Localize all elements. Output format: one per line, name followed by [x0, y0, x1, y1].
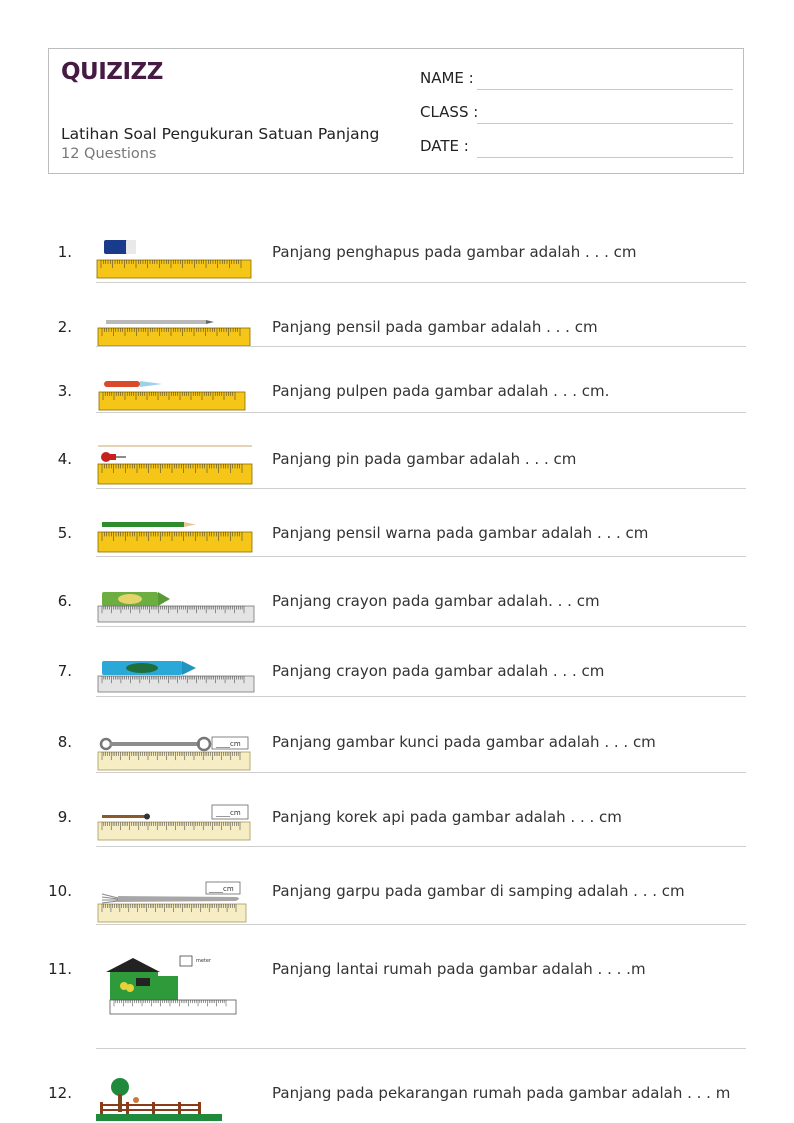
question-divider — [96, 488, 746, 489]
question-text: Panjang korek api pada gambar adalah . . . cm — [272, 808, 622, 826]
ruler — [98, 904, 246, 922]
question-5 — [48, 514, 746, 558]
quizizz-logo: QUIZIZZ — [61, 59, 163, 85]
name-label: NAME : — [420, 69, 474, 87]
question-number: 7. — [57, 662, 72, 680]
wrench-ruler-image — [96, 732, 256, 772]
question-divider — [96, 556, 746, 557]
question-number: 3. — [57, 382, 72, 400]
question-12 — [48, 1074, 746, 1123]
question-text: Panjang lantai rumah pada gambar adalah . . . .m — [272, 960, 646, 978]
question-divider — [96, 346, 746, 347]
eraser-ruler-image — [96, 238, 256, 282]
question-6 — [48, 582, 746, 628]
pencil-ruler-image — [96, 314, 256, 348]
ruler — [98, 328, 250, 346]
question-number: 12. — [48, 1084, 72, 1102]
question-7 — [48, 652, 746, 698]
class-label: CLASS : — [420, 103, 479, 121]
question-count: 12 Questions — [61, 146, 157, 162]
question-number: 6. — [57, 592, 72, 610]
question-divider — [96, 282, 746, 283]
class-field[interactable] — [477, 123, 733, 124]
question-text: Panjang pensil pada gambar adalah . . . cm — [272, 318, 598, 336]
ruler — [97, 260, 251, 278]
question-text: Panjang crayon pada gambar adalah. . . cm — [272, 592, 600, 610]
ruler — [98, 752, 250, 770]
question-10 — [48, 872, 746, 926]
ruler — [98, 464, 252, 484]
question-1 — [48, 232, 746, 284]
colored-pencil-ruler-image — [96, 518, 256, 556]
worksheet-header — [48, 48, 744, 174]
ruler — [98, 532, 252, 552]
question-number: 5. — [57, 524, 72, 542]
question-text: Panjang pada pekarangan rumah pada gambar adalah . . . m — [272, 1084, 731, 1102]
question-number: 2. — [57, 318, 72, 336]
match-ruler-image — [96, 804, 256, 846]
pen-ruler-image — [96, 376, 256, 414]
pin-ruler-image — [96, 444, 256, 488]
question-divider — [96, 1048, 746, 1049]
question-text: Panjang penghapus pada gambar adalah . . . cm — [272, 243, 637, 261]
date-label: DATE : — [420, 137, 469, 155]
question-text: Panjang gambar kunci pada gambar adalah . . . cm — [272, 733, 656, 751]
question-3 — [48, 372, 746, 414]
question-number: 8. — [57, 733, 72, 751]
ruler — [98, 822, 250, 840]
question-text: Panjang pensil warna pada gambar adalah . . . cm — [272, 524, 649, 542]
figure-label: ____cm — [216, 809, 241, 817]
question-divider — [96, 924, 746, 925]
question-2 — [48, 308, 746, 348]
question-text: Panjang garpu pada gambar di samping adalah . . . cm — [272, 882, 685, 900]
blue-crayon-ruler-image — [96, 658, 256, 694]
question-number: 11. — [48, 960, 72, 978]
yard-fence-image — [96, 1078, 256, 1123]
question-divider — [96, 846, 746, 847]
question-9 — [48, 798, 746, 848]
question-text: Panjang crayon pada gambar adalah . . . cm — [272, 662, 605, 680]
figure-label: ____cm — [216, 740, 241, 748]
question-divider — [96, 772, 746, 773]
fork-ruler-image — [96, 880, 256, 924]
ruler — [99, 392, 245, 410]
question-number: 4. — [57, 450, 72, 468]
ruler — [110, 1000, 236, 1014]
name-field[interactable] — [477, 89, 733, 90]
green-crayon-ruler-image — [96, 590, 256, 624]
house-ruler-image — [96, 954, 256, 1044]
question-divider — [96, 696, 746, 697]
question-4 — [48, 440, 746, 490]
figure-label: meter — [196, 958, 212, 964]
worksheet-title: Latihan Soal Pengukuran Satuan Panjang — [61, 125, 380, 143]
question-text: Panjang pulpen pada gambar adalah . . . cm. — [272, 382, 610, 400]
date-field[interactable] — [477, 157, 733, 158]
figure-label: ____cm — [209, 885, 234, 893]
question-number: 1. — [57, 243, 72, 261]
question-11 — [48, 950, 746, 1050]
question-text: Panjang pin pada gambar adalah . . . cm — [272, 450, 577, 468]
question-number: 10. — [48, 882, 72, 900]
ruler — [98, 606, 254, 622]
question-divider — [96, 626, 746, 627]
question-number: 9. — [57, 808, 72, 826]
ruler — [98, 676, 254, 692]
question-8 — [48, 722, 746, 774]
question-divider — [96, 412, 746, 413]
